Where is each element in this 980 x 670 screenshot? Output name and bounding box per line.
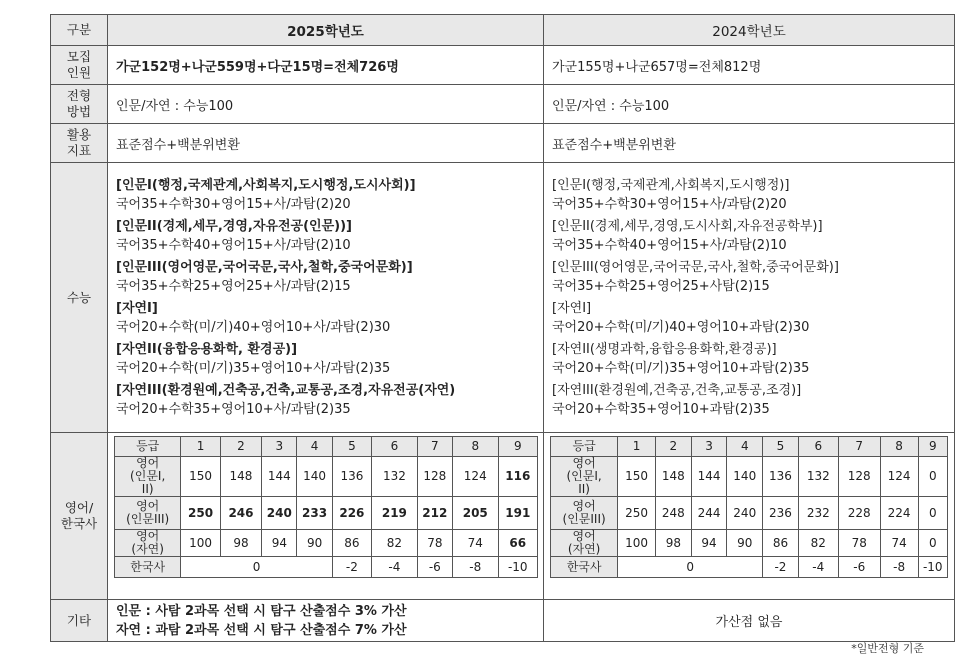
history-label: 한국사 bbox=[551, 557, 618, 578]
grade-number: 6 bbox=[798, 437, 838, 457]
grade-number: 1 bbox=[618, 437, 656, 457]
grade-row-label: 영어 (자연) bbox=[551, 530, 618, 557]
grade-value: 132 bbox=[798, 457, 838, 497]
grade-value: 124 bbox=[452, 457, 498, 497]
grade-value: 212 bbox=[417, 497, 452, 530]
grade-row bbox=[115, 497, 538, 530]
admission-comparison-table bbox=[50, 14, 955, 642]
suneung-2024 bbox=[544, 163, 955, 433]
grade-value: 240 bbox=[727, 497, 763, 530]
suneung-row bbox=[51, 163, 955, 433]
grade-value: 250 bbox=[181, 497, 220, 530]
history-value: -4 bbox=[372, 557, 418, 578]
grade-value: 136 bbox=[332, 457, 371, 497]
suneung-item-title: [인문I(행정,국제관계,사회복지,도시행정)] bbox=[552, 178, 790, 193]
grade-value: 100 bbox=[181, 530, 220, 557]
suneung-item bbox=[552, 296, 946, 337]
header-row bbox=[51, 15, 955, 46]
recruit-2025: 가군152명+나군559명+다군15명=전체726명 bbox=[108, 46, 544, 85]
history-value: 0 bbox=[181, 557, 332, 578]
grade-number: 8 bbox=[880, 437, 918, 457]
grade-number: 7 bbox=[417, 437, 452, 457]
recruit-label: 모집 인원 bbox=[51, 46, 108, 85]
grade-value: 233 bbox=[297, 497, 332, 530]
grade-value: 140 bbox=[727, 457, 763, 497]
grade-value: 128 bbox=[838, 457, 880, 497]
grade-value: 236 bbox=[763, 497, 799, 530]
history-row bbox=[115, 557, 538, 578]
year-2025-header: 2025학년도 bbox=[108, 15, 544, 46]
grade-value: 140 bbox=[297, 457, 332, 497]
suneung-item bbox=[116, 214, 535, 255]
method-label: 전형 방법 bbox=[51, 85, 108, 124]
grade-value: 86 bbox=[763, 530, 799, 557]
grade-value: 74 bbox=[880, 530, 918, 557]
history-value: -10 bbox=[498, 557, 537, 578]
suneung-item bbox=[552, 176, 946, 214]
suneung-item-formula: 국어20+수학(미/기)40+영어10+사/과탐(2)30 bbox=[116, 320, 391, 335]
grade-table-2024 bbox=[550, 436, 948, 578]
grade-header-row bbox=[115, 437, 538, 457]
grade-number: 8 bbox=[452, 437, 498, 457]
suneung-item-formula: 국어20+수학35+영어10+과탐(2)35 bbox=[552, 402, 770, 417]
grade-value: 132 bbox=[372, 457, 418, 497]
grade-value: 74 bbox=[452, 530, 498, 557]
grade-number: 3 bbox=[691, 437, 727, 457]
grade-number: 5 bbox=[332, 437, 371, 457]
grade-value: 191 bbox=[498, 497, 537, 530]
suneung-2025 bbox=[108, 163, 544, 433]
suneung-item bbox=[552, 378, 946, 419]
suneung-item-title: [인문II(경제,세무,경영,자유전공(인문))] bbox=[116, 219, 352, 234]
suneung-item-title: [인문III(영어영문,국어국문,국사,철학,중국어문화)] bbox=[116, 260, 413, 275]
english-2025 bbox=[108, 433, 544, 600]
grade-value: 124 bbox=[880, 457, 918, 497]
grade-row bbox=[551, 457, 948, 497]
grade-value: 205 bbox=[452, 497, 498, 530]
grade-row bbox=[115, 457, 538, 497]
history-label: 한국사 bbox=[115, 557, 181, 578]
grade-value: 78 bbox=[417, 530, 452, 557]
grade-value: 128 bbox=[417, 457, 452, 497]
etc-line: 자연 : 과탐 2과목 선택 시 탐구 산출점수 7% 가산 bbox=[116, 622, 407, 638]
method-2025: 인문/자연 : 수능100 bbox=[108, 85, 544, 124]
grade-value: 94 bbox=[691, 530, 727, 557]
grade-row-label: 영어 (인문I, II) bbox=[551, 457, 618, 497]
grade-value: 136 bbox=[763, 457, 799, 497]
grade-number: 9 bbox=[498, 437, 537, 457]
etc-label: 기타 bbox=[51, 600, 108, 642]
suneung-item-formula: 국어35+수학40+영어15+사/과탐(2)10 bbox=[552, 238, 787, 253]
grade-number: 5 bbox=[763, 437, 799, 457]
history-value: -8 bbox=[880, 557, 918, 578]
grade-number: 2 bbox=[656, 437, 692, 457]
grade-number: 7 bbox=[838, 437, 880, 457]
english-label: 영어/ 한국사 bbox=[51, 433, 108, 600]
grade-value: 224 bbox=[880, 497, 918, 530]
etc-2025-lines bbox=[108, 602, 543, 640]
grade-value: 228 bbox=[838, 497, 880, 530]
suneung-item-formula: 국어20+수학(미/기)35+영어10+사/과탐(2)35 bbox=[116, 361, 391, 376]
suneung-item-title: [인문II(경제,세무,경영,도시사회,자유전공학부)] bbox=[552, 219, 823, 234]
suneung-item-title: [인문III(영어영문,국어국문,국사,철학,중국어문화)] bbox=[552, 260, 839, 275]
grade-value: 148 bbox=[656, 457, 692, 497]
suneung-item-title: [자연I] bbox=[116, 301, 158, 316]
index-row bbox=[51, 124, 955, 163]
etc-2024: 가산점 없음 bbox=[544, 600, 955, 642]
grade-number: 4 bbox=[727, 437, 763, 457]
grade-value: 150 bbox=[181, 457, 220, 497]
grade-value: 0 bbox=[918, 457, 947, 497]
suneung-item bbox=[116, 337, 535, 378]
suneung-item-formula: 국어35+수학30+영어15+사/과탐(2)20 bbox=[552, 197, 787, 212]
grade-value: 240 bbox=[262, 497, 297, 530]
suneung-item-title: [자연II(융합응용화학, 환경공)] bbox=[116, 342, 298, 357]
suneung-label: 수능 bbox=[51, 163, 108, 433]
grade-row bbox=[551, 530, 948, 557]
history-value: -2 bbox=[763, 557, 799, 578]
grade-value: 98 bbox=[220, 530, 261, 557]
suneung-item bbox=[116, 176, 535, 214]
grade-value: 82 bbox=[798, 530, 838, 557]
grade-row-label: 영어 (자연) bbox=[115, 530, 181, 557]
grade-value: 144 bbox=[691, 457, 727, 497]
english-row bbox=[51, 433, 955, 600]
suneung-item bbox=[116, 255, 535, 296]
suneung-item-title: [자연III(환경원예,건축공,건축,교통공,조경)] bbox=[552, 383, 802, 398]
grade-value: 148 bbox=[220, 457, 261, 497]
etc-2025 bbox=[108, 600, 544, 642]
english-2024 bbox=[544, 433, 955, 600]
suneung-item-formula: 국어20+수학(미/기)40+영어10+과탐(2)30 bbox=[552, 320, 810, 335]
grade-value: 246 bbox=[220, 497, 261, 530]
grade-value: 86 bbox=[332, 530, 371, 557]
suneung-item bbox=[552, 337, 946, 378]
grade-value: 250 bbox=[618, 497, 656, 530]
history-value: -4 bbox=[798, 557, 838, 578]
recruit-2024: 가군155명+나군657명=전체812명 bbox=[544, 46, 955, 85]
grade-value: 100 bbox=[618, 530, 656, 557]
suneung-2025-list bbox=[108, 176, 543, 419]
etc-line: 인문 : 사탐 2과목 선택 시 탐구 산출점수 3% 가산 bbox=[116, 603, 407, 619]
grade-value: 66 bbox=[498, 530, 537, 557]
history-value: -2 bbox=[332, 557, 371, 578]
grade-value: 150 bbox=[618, 457, 656, 497]
suneung-item-formula: 국어35+수학30+영어15+사/과탐(2)20 bbox=[116, 197, 351, 212]
suneung-item-formula: 국어35+수학25+영어25+사/과탐(2)15 bbox=[116, 279, 351, 294]
footnote: *일반전형 기준 bbox=[851, 642, 924, 655]
grade-value: 90 bbox=[727, 530, 763, 557]
suneung-item bbox=[116, 296, 535, 337]
etc-row bbox=[51, 600, 955, 642]
grade-number: 9 bbox=[918, 437, 947, 457]
grade-value: 0 bbox=[918, 497, 947, 530]
grade-number: 2 bbox=[220, 437, 261, 457]
grade-header-label: 등급 bbox=[115, 437, 181, 457]
grade-header-label: 등급 bbox=[551, 437, 618, 457]
suneung-item-title: [자연II(생명과학,융합응용화학,환경공)] bbox=[552, 342, 777, 357]
suneung-2024-list bbox=[544, 176, 954, 419]
grade-row bbox=[551, 497, 948, 530]
grade-value: 90 bbox=[297, 530, 332, 557]
grade-header-row bbox=[551, 437, 948, 457]
grade-table-2025 bbox=[114, 436, 538, 578]
suneung-item-formula: 국어35+수학25+영어25+사탐(2)15 bbox=[552, 279, 770, 294]
history-value: -8 bbox=[452, 557, 498, 578]
grade-number: 3 bbox=[262, 437, 297, 457]
suneung-item bbox=[552, 214, 946, 255]
suneung-item-formula: 국어35+수학40+영어15+사/과탐(2)10 bbox=[116, 238, 351, 253]
grade-row-label: 영어 (인문III) bbox=[551, 497, 618, 530]
grade-row-label: 영어 (인문III) bbox=[115, 497, 181, 530]
grade-value: 116 bbox=[498, 457, 537, 497]
grade-number: 6 bbox=[372, 437, 418, 457]
suneung-item-formula: 국어20+수학(미/기)35+영어10+과탐(2)35 bbox=[552, 361, 810, 376]
category-header: 구분 bbox=[51, 15, 108, 46]
grade-value: 244 bbox=[691, 497, 727, 530]
history-value: -6 bbox=[417, 557, 452, 578]
grade-value: 144 bbox=[262, 457, 297, 497]
suneung-item bbox=[116, 378, 535, 419]
grade-value: 94 bbox=[262, 530, 297, 557]
history-value: -10 bbox=[918, 557, 947, 578]
history-value: 0 bbox=[618, 557, 763, 578]
index-label: 활용 지표 bbox=[51, 124, 108, 163]
grade-value: 219 bbox=[372, 497, 418, 530]
grade-value: 248 bbox=[656, 497, 692, 530]
method-2024: 인문/자연 : 수능100 bbox=[544, 85, 955, 124]
suneung-item bbox=[552, 255, 946, 296]
method-row bbox=[51, 85, 955, 124]
grade-number: 4 bbox=[297, 437, 332, 457]
grade-value: 98 bbox=[656, 530, 692, 557]
history-row bbox=[551, 557, 948, 578]
recruit-row bbox=[51, 46, 955, 85]
index-2025: 표준점수+백분위변환 bbox=[108, 124, 544, 163]
grade-value: 232 bbox=[798, 497, 838, 530]
suneung-item-title: [자연III(환경원예,건축공,건축,교통공,조경,자유전공(자연) bbox=[116, 383, 456, 398]
grade-row bbox=[115, 530, 538, 557]
grade-value: 0 bbox=[918, 530, 947, 557]
suneung-item-formula: 국어20+수학35+영어10+사/과탐(2)35 bbox=[116, 402, 351, 417]
suneung-item-title: [인문I(행정,국제관계,사회복지,도시행정,도시사회)] bbox=[116, 178, 416, 193]
grade-value: 226 bbox=[332, 497, 371, 530]
grade-row-label: 영어 (인문I, II) bbox=[115, 457, 181, 497]
index-2024: 표준점수+백분위변환 bbox=[544, 124, 955, 163]
grade-value: 82 bbox=[372, 530, 418, 557]
grade-number: 1 bbox=[181, 437, 220, 457]
history-value: -6 bbox=[838, 557, 880, 578]
grade-value: 78 bbox=[838, 530, 880, 557]
suneung-item-title: [자연I] bbox=[552, 301, 592, 316]
year-2024-header: 2024학년도 bbox=[544, 15, 955, 46]
